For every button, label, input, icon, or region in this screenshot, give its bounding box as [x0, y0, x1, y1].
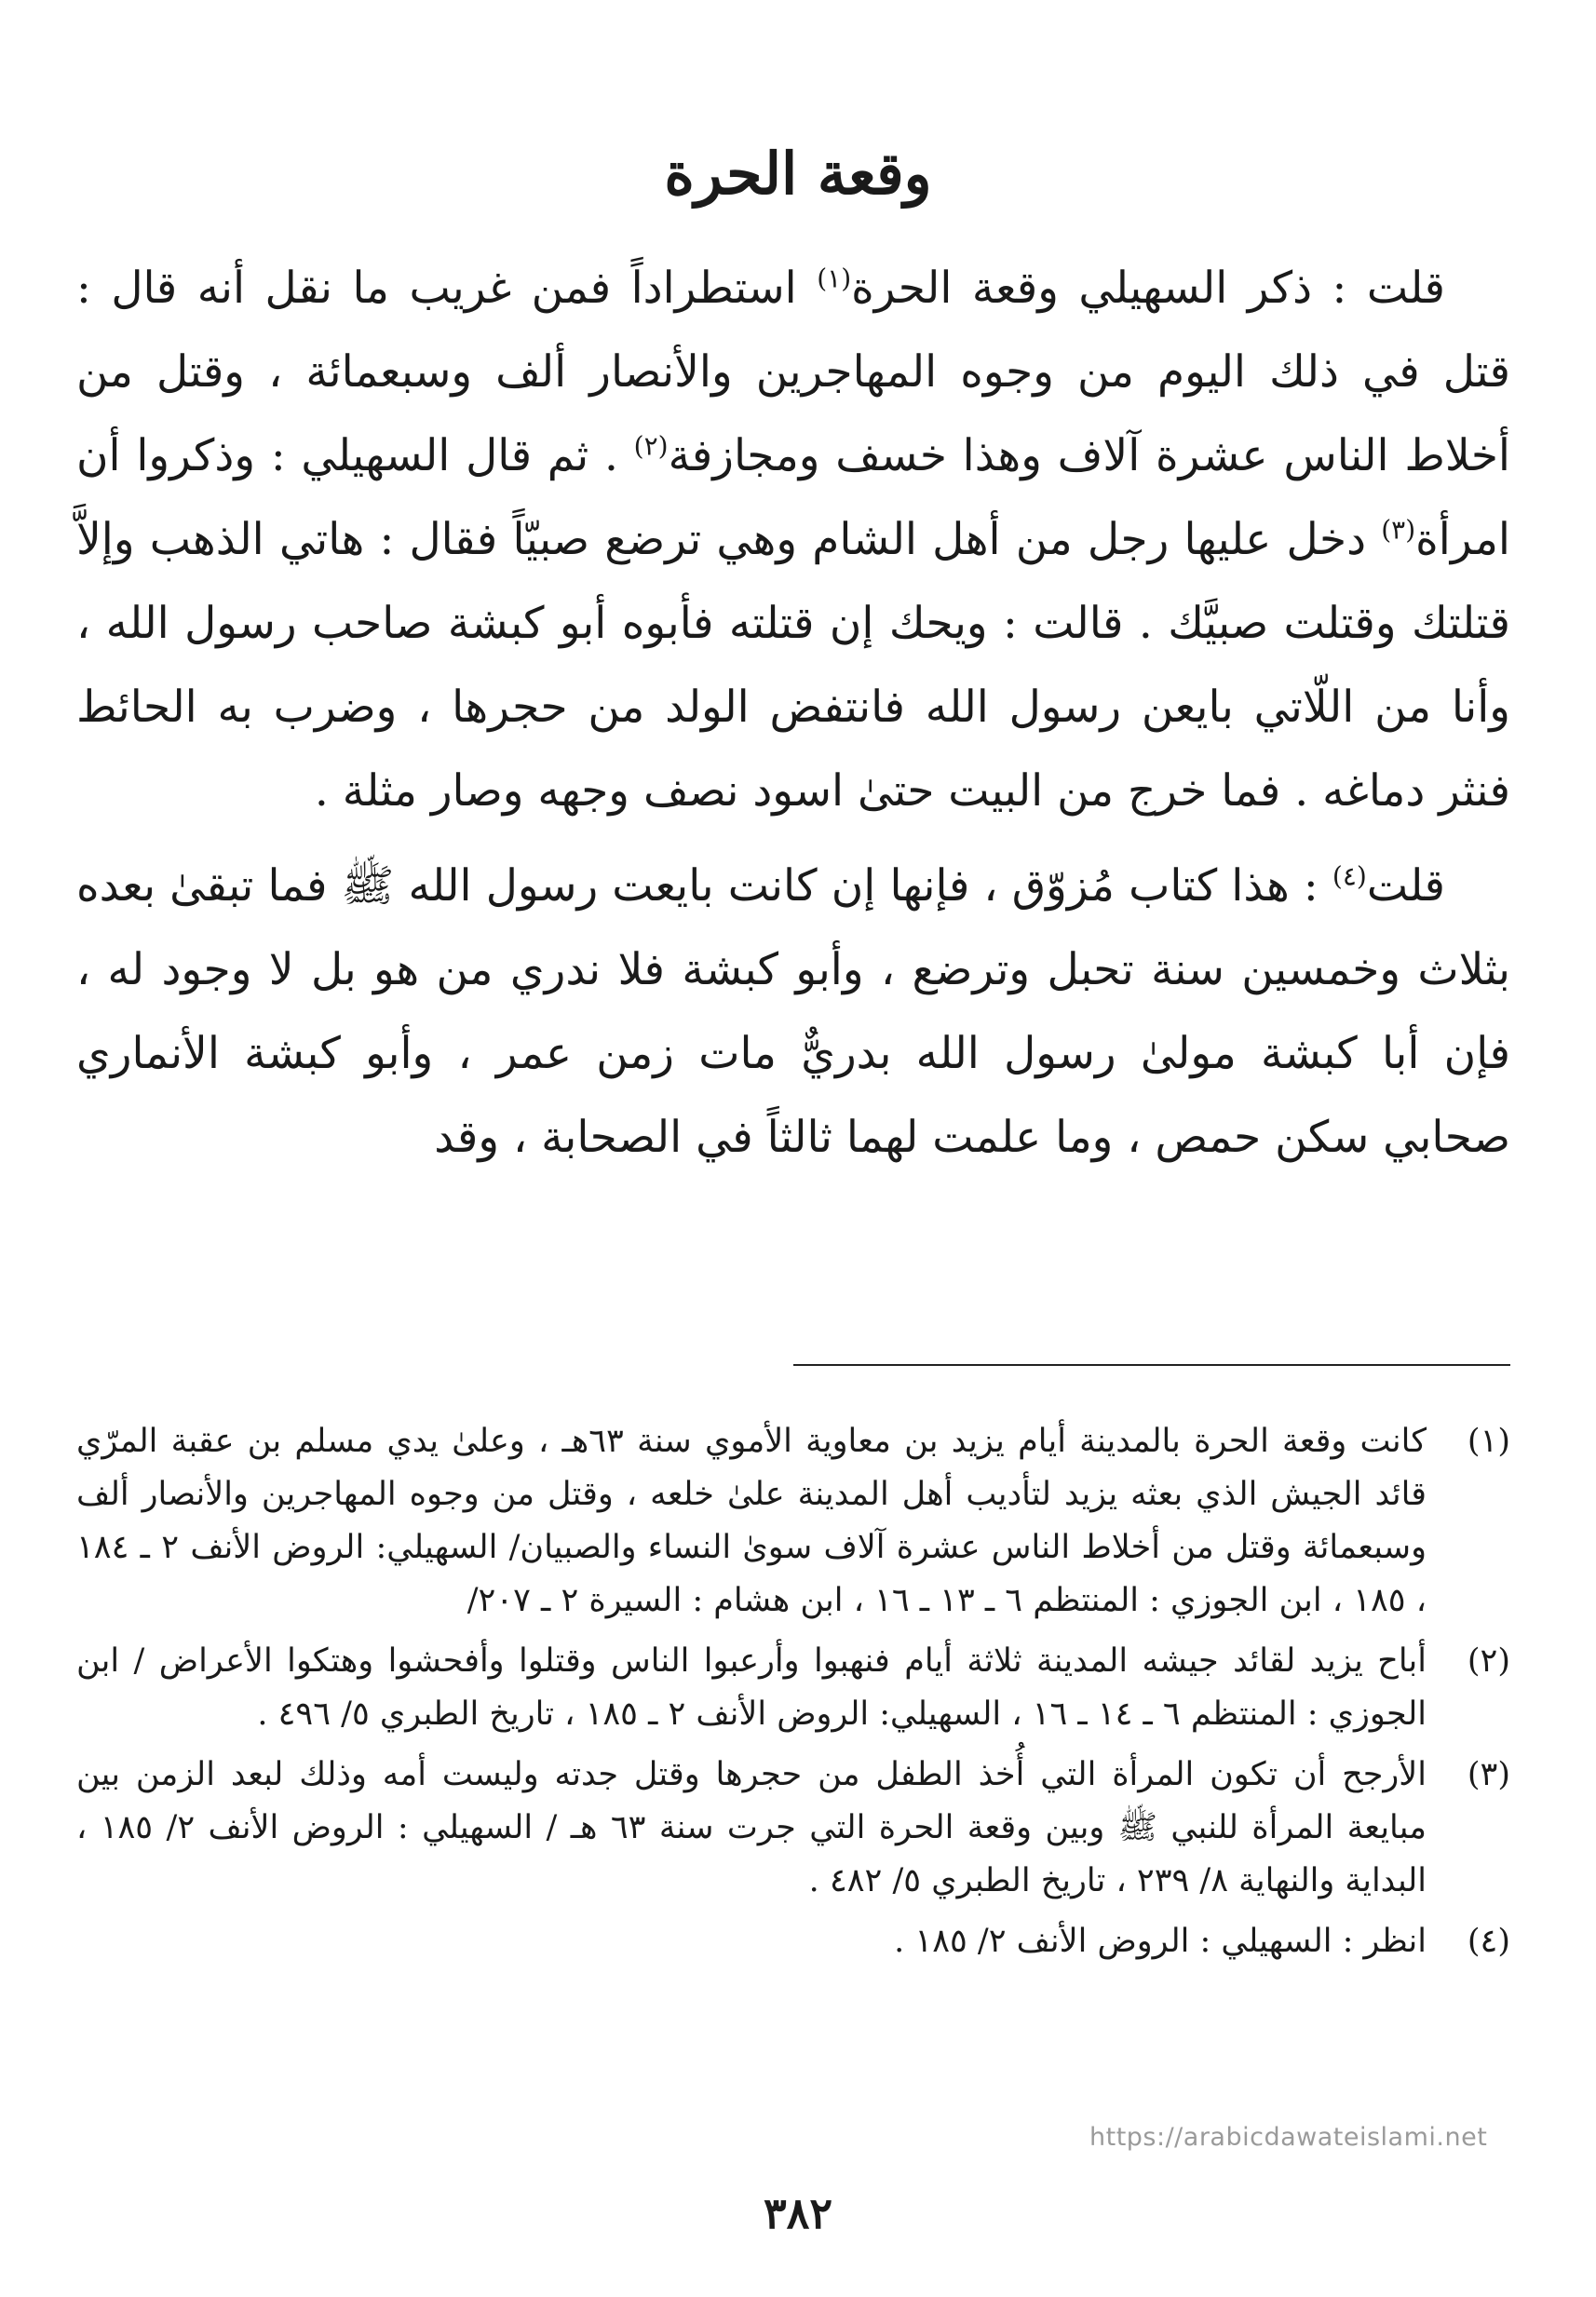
footnote-3 [76, 1749, 1510, 1908]
paragraph-2 [76, 844, 1510, 1180]
footnote-text: انظر : السهيلي : الروض الأنف ٢/ ١٨٥ . [894, 1923, 1427, 1960]
footnote-1 [76, 1415, 1510, 1628]
paragraph-1-text-a: قلت : ذكر السهيلي وقعة الحرة [851, 263, 1445, 314]
paragraph-2-text-a: قلت [1366, 860, 1445, 912]
paragraph-1 [76, 247, 1510, 833]
footnote-2 [76, 1635, 1510, 1741]
paragraph-1-text-d: دخل عليها رجل من أهل الشام وهي ترضع صبيّاً فقال : هاتي الذهب وإلاَّ قتلتك وقتلت صبيَّك . قالت : ويحك إن قتلته فأبوه أبو كبشة صاحب رسول الله ، وأنا من اللّاتي بايعن رسول الله فانتفض الولد من حجرها ، وضرب به الحائط فنثر دماغه . فما خرج من البيت حتىٰ اسود نصف وجهه وصار مثلة . [76, 514, 1510, 817]
paragraph-1-text-c: . ثم قال السهيلي : وذكروا أن امرأة [76, 430, 1510, 565]
paragraph-1-text-b: استطراداً فمن غريب ما نقل أنه قال : قتل في ذلك اليوم من وجوه المهاجرين والأنصار ألف وسبعمائة ، وقتل من أخلاط الناس عشرة آلاف وهذا خسف ومجازفة [76, 263, 1510, 481]
footnote-ref-2[interactable]: (٢) [633, 430, 669, 462]
footnote-ref-3[interactable]: (٣) [1381, 514, 1416, 546]
footnote-number: (٤) [1467, 1923, 1510, 1960]
footnote-text: كانت وقعة الحرة بالمدينة أيام يزيد بن معاوية الأموي سنة ٦٣هـ ، وعلىٰ يدي مسلم بن عقبة المرّي قائد الجيش الذي بعثه يزيد لتأديب أهل المدينة علىٰ خلعه ، وقتل من وجوه المهاجرين والأنصار ألف وسبعمائة وقتل من أخلاط الناس عشرة آلاف سوىٰ النساء والصبيان/ السهيلي: الروض الأنف ٢ ـ ١٨٤ ، ١٨٥ ، ابن الجوزي : المنتظم ٦ ـ ١٣ ـ ١٦ ، ابن هشام : السيرة ٢ ـ ٢٠٧/ [76, 1423, 1427, 1619]
paragraph-2-text-b: : هذا كتاب مُزوّق ، فإنها إن كانت بايعت رسول الله ﷺ فما تبقىٰ بعده بثلاث وخمسين سنة تحبل وترضع ، وأبو كبشة فلا ندري من هو بل لا وجود له ، فإن أبا كبشة مولىٰ رسول الله بدريٌّ مات زمن عمر ، وأبو كبشة الأنماري صحابي سكن حمص ، وما علمت لهما ثالثاً في الصحابة ، وقد [76, 860, 1510, 1163]
footnote-number: (٢) [1467, 1642, 1510, 1680]
main-text [76, 247, 1510, 1191]
footnote-ref-4[interactable]: (٤) [1332, 860, 1367, 892]
footnote-text: أباح يزيد لقائد جيشه المدينة ثلاثة أيام فنهبوا وأرعبوا الناس وقتلوا وأفحشوا وهتكوا الأعراض / ابن الجوزي : المنتظم ٦ ـ ١٤ ـ ١٦ ، السهيلي: الروض الأنف ٢ ـ ١٨٥ ، تاريخ الطبري ٥/ ٤٩٦ . [76, 1642, 1427, 1733]
page-number: ٣٨٢ [763, 2188, 833, 2238]
watermark-url: https://arabicdawateislami.net [1089, 2123, 1488, 2152]
chapter-title: وقعة الحرة [664, 140, 932, 208]
footnotes [76, 1415, 1510, 1976]
footnote-4 [76, 1915, 1510, 1968]
footnote-number: (٣) [1467, 1756, 1510, 1793]
footnote-ref-1[interactable]: (١) [817, 263, 852, 294]
footnote-separator [793, 1364, 1510, 1366]
footnote-number: (١) [1467, 1423, 1510, 1460]
footnote-text: الأرجح أن تكون المرأة التي أُخذ الطفل من حجرها وقتل جدته وليست أمه وذلك لبعد الزمن بين مبايعة المرأة للنبي ﷺ وبين وقعة الحرة التي جرت سنة ٦٣ هـ / السهيلي : الروض الأنف ٢/ ١٨٥ ، البداية والنهاية ٨/ ٢٣٩ ، تاريخ الطبري ٥/ ٤٨٢ . [76, 1756, 1427, 1899]
